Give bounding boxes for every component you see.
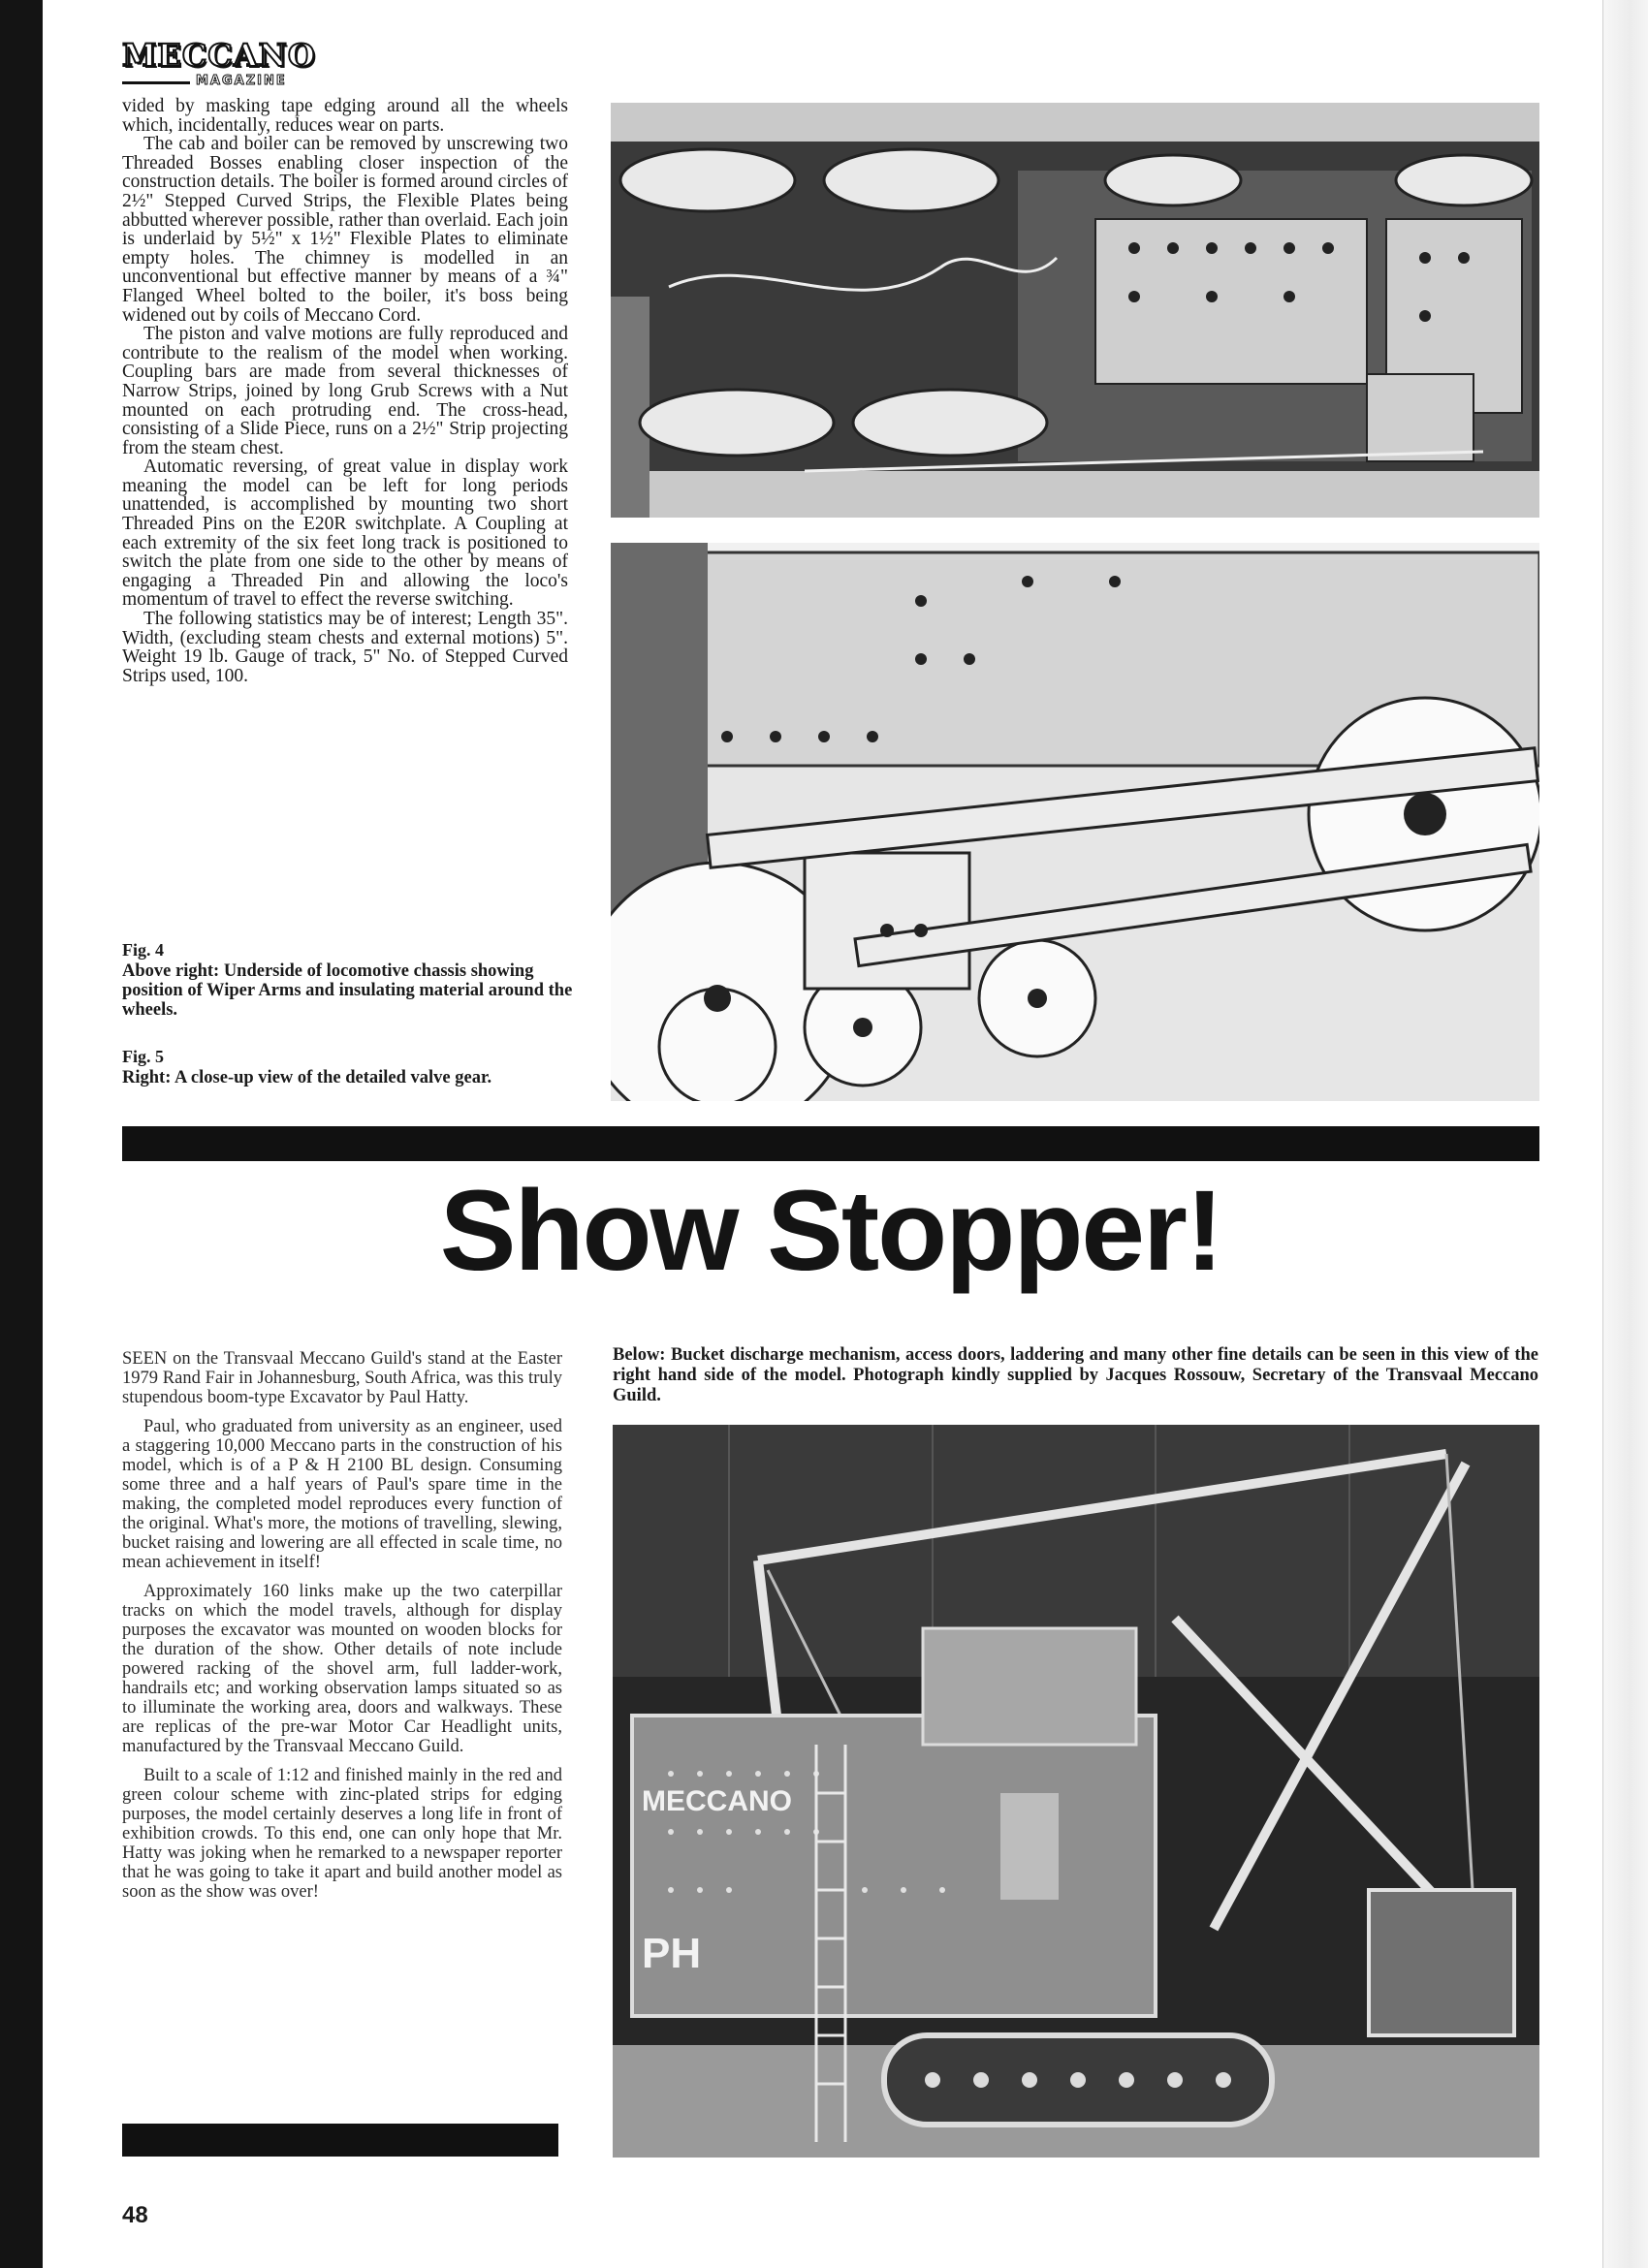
- fig4-label: Fig. 4: [122, 940, 164, 960]
- masthead-subtitle: MAGAZINE: [196, 74, 287, 88]
- photo-valve-gear: [611, 543, 1539, 1101]
- article-paragraph: Built to a scale of 1:12 and finished mainly in the red and green colour scheme with zinc-plated strips for edging purposes, the model certainly deserves a long life in front of exhibition crowds. To this end, one can only hope that Mr. Hatty was joking when he remarked to a newspaper reporter that he was going to take it apart and build another model as soon as the show was over!: [122, 1766, 562, 1902]
- page-number: 48: [122, 2202, 148, 2228]
- masthead-rule: [122, 81, 190, 84]
- excavator-caption: Below: Bucket discharge mechanism, access doors, laddering and many other fine details can be seen in this view of the right hand side of the model. Photograph kindly supplied by Jacques Rossouw, Secretary of the Transvaal Meccano Guild.: [613, 1345, 1538, 1405]
- article-paragraph: Paul, who graduated from university as an engineer, used a staggering 10,000 Meccano parts in the construction of his model, which is of a P & H 2100 BL design. Consuming some three and a half years of Paul's spare time in the making, the completed model reproduces every function of the original. What's more, the motions of travelling, slewing, bucket raising and lowering are all effected in scale time, no mean achievement in itself!: [122, 1417, 562, 1572]
- fig5-text: Right: A close-up view of the detailed valve gear.: [122, 1068, 492, 1087]
- article-end-band: [122, 2124, 558, 2157]
- scan-left-edge: [0, 0, 43, 2268]
- left-paragraph: The cab and boiler can be removed by unscrewing two Threaded Bosses enabling closer inspection of the construction details. The boiler is formed around circles of 2½" Stepped Curved Strips, the Flexible Plates being abbutted wherever possible, rather than overlaid. Each join is underlaid by 5½" x 1½" Flexible Plates to eliminate empty holes. The chimney is modelled in an unconventional but effective manner by means of a ¾" Flanged Wheel bolted to the boiler, it's boss being widened out by coils of Meccano Cord.: [122, 134, 568, 326]
- fig4-text: Above right: Underside of locomotive chassis showing position of Wiper Arms and insulating material around the wheels.: [122, 961, 573, 1020]
- fig5-label: Fig. 5: [122, 1047, 164, 1066]
- photo-excavator: [613, 1425, 1539, 2158]
- scan-right-edge: [1602, 0, 1648, 2268]
- left-paragraph: vided by masking tape edging around all the wheels which, incidentally, reduces wear on parts.: [122, 96, 568, 136]
- fig4-caption: [122, 940, 578, 1020]
- fig5-caption: [122, 1047, 578, 1087]
- headline: Show Stopper!: [439, 1167, 1222, 1295]
- photo-locomotive-chassis: [611, 103, 1539, 518]
- section-divider-band: [122, 1126, 1539, 1161]
- left-paragraph: The following statistics may be of interest; Length 35". Width, (excluding steam chests and external motions) 5". Weight 19 lb. Gauge of track, 5" No. of Stepped Curved Strips used, 100.: [122, 609, 568, 686]
- excavator-side-lettering: MECCANO: [642, 1785, 792, 1817]
- article-paragraph: SEEN on the Transvaal Meccano Guild's stand at the Easter 1979 Rand Fair in Johannesburg, South Africa, was this truly stupendous boom-type Excavator by Paul Hatty.: [122, 1349, 562, 1407]
- article-text: [122, 1349, 562, 1911]
- left-paragraph: The piston and valve motions are fully reproduced and contribute to the realism of the model when working. Coupling bars are made from several thicknesses of Narrow Strips, joined by long Grub Screws with a Nut mounted on each protruding end. The cross-head, consisting of a Slide Piece, runs on a 2½" Strip projecting from the steam chest.: [122, 324, 568, 458]
- masthead-logo: [122, 39, 335, 93]
- left-paragraph: Automatic reversing, of great value in display work meaning the model can be left for long periods unattended, is accomplished by mounting two short Threaded Pins on the E20R switchplate. A Coupling at each extremity of the six feet long track is positioned to switch the plate from one side to the other by means of engaging a Threaded Pin and allowing the loco's momentum of travel to effect the reverse switching.: [122, 457, 568, 611]
- excavator-badge: PH: [642, 1930, 702, 1977]
- left-column-text: [122, 97, 568, 685]
- article-paragraph: Approximately 160 links make up the two caterpillar tracks on which the model travels, although for display purposes the excavator was mounted on wooden blocks for the duration of the show. Other details of note include powered racking of the shovel arm, full ladder-work, handrails etc; and working observation lamps situated so as to illuminate the working area, doors and walkways. These are replicas of the pre-war Motor Car Headlight units, manufactured by the Transvaal Meccano Guild.: [122, 1582, 562, 1756]
- masthead-title: MECCANO: [122, 37, 316, 74]
